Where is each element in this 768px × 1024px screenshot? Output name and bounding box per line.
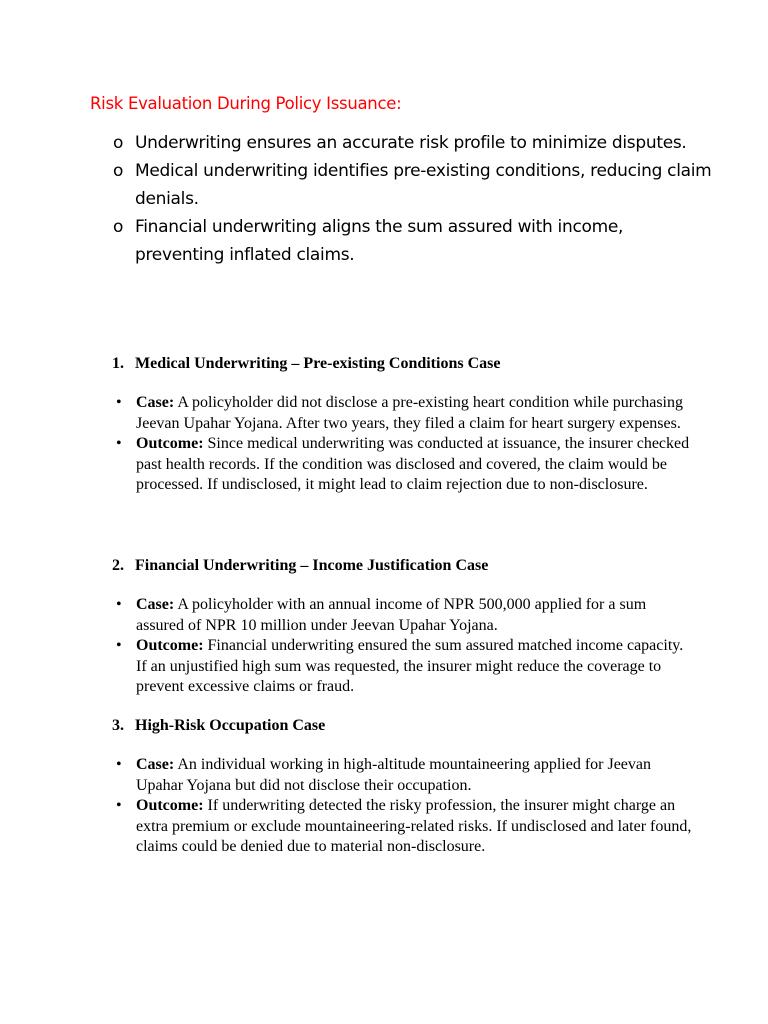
section-heading: Risk Evaluation During Policy Issuance: [90, 94, 402, 113]
outcome-text: If underwriting detected the risky profession, the insurer might charge an extra premium or exclude mountaineering-related risks. If undisclosed and later found, claims could be denied due to material non-disclosure. [136, 797, 692, 856]
case-section [112, 354, 692, 494]
case-text: A policyholder with an annual income of NPR 500,000 applied for a sum assured of NPR 10 million under Jeevan Upahar Yojana. [136, 596, 647, 634]
circle-bullet-icon: o [113, 133, 124, 153]
case-bullet [116, 755, 696, 796]
case-bullet-list [116, 595, 696, 698]
outcome-label: Outcome: [136, 637, 204, 655]
case-section [112, 556, 692, 696]
case-bullet-list [116, 755, 696, 858]
outcome-text: Since medical underwriting was conducted at issuance, the insurer checked past health records. If the condition was disclosed and covered, the claim would be processed. If undisclosed, it might lead to claim rejection due to non-disclosure. [136, 435, 690, 494]
circle-bullet-icon: o [113, 161, 124, 181]
overview-item [113, 129, 713, 157]
bullet-icon: • [116, 637, 122, 655]
case-bullet [116, 595, 696, 636]
case-text: A policyholder did not disclose a pre-existing heart condition while purchasing Jeevan Upahar Yojana. After two years, they filed a claim for heart surgery expenses. [136, 394, 683, 432]
outcome-bullet [116, 636, 696, 698]
bullet-icon: • [116, 596, 122, 613]
case-title [112, 556, 692, 576]
case-section [112, 716, 692, 856]
case-number: 3. [112, 717, 124, 734]
bullet-icon: • [116, 394, 122, 411]
case-title-text: High-Risk Occupation Case [135, 717, 326, 734]
case-title [112, 354, 692, 374]
case-label: Case: [136, 756, 175, 773]
case-title-text: Medical Underwriting – Pre-existing Conditions Case [135, 355, 501, 372]
case-title [112, 716, 692, 736]
outcome-bullet [116, 434, 696, 496]
overview-item [113, 213, 713, 269]
overview-item [113, 157, 713, 213]
overview-list [113, 129, 713, 269]
case-number: 1. [112, 355, 124, 372]
overview-item-text: Underwriting ensures an accurate risk profile to minimize disputes. [135, 133, 687, 153]
case-title-text: Financial Underwriting – Income Justification Case [135, 557, 489, 574]
case-number: 2. [112, 557, 124, 574]
bullet-icon: • [116, 435, 122, 453]
outcome-text: Financial underwriting ensured the sum assured matched income capacity. If an unjustified high sum was requested, the insurer might reduce the coverage to prevent excessive claims or fraud. [136, 637, 684, 696]
case-label: Case: [136, 596, 175, 613]
bullet-icon: • [116, 756, 122, 773]
case-bullet [116, 393, 696, 434]
outcome-bullet [116, 796, 696, 858]
circle-bullet-icon: o [113, 217, 124, 237]
overview-item-text: Medical underwriting identifies pre-existing conditions, reducing claim denials. [135, 161, 712, 209]
overview-item-text: Financial underwriting aligns the sum assured with income, preventing inflated claims. [135, 217, 624, 265]
case-label: Case: [136, 394, 175, 411]
case-text: An individual working in high-altitude mountaineering applied for Jeevan Upahar Yojana but did not disclose their occupation. [136, 756, 651, 794]
bullet-icon: • [116, 797, 122, 815]
outcome-label: Outcome: [136, 797, 204, 815]
outcome-label: Outcome: [136, 435, 204, 453]
case-bullet-list [116, 393, 696, 496]
